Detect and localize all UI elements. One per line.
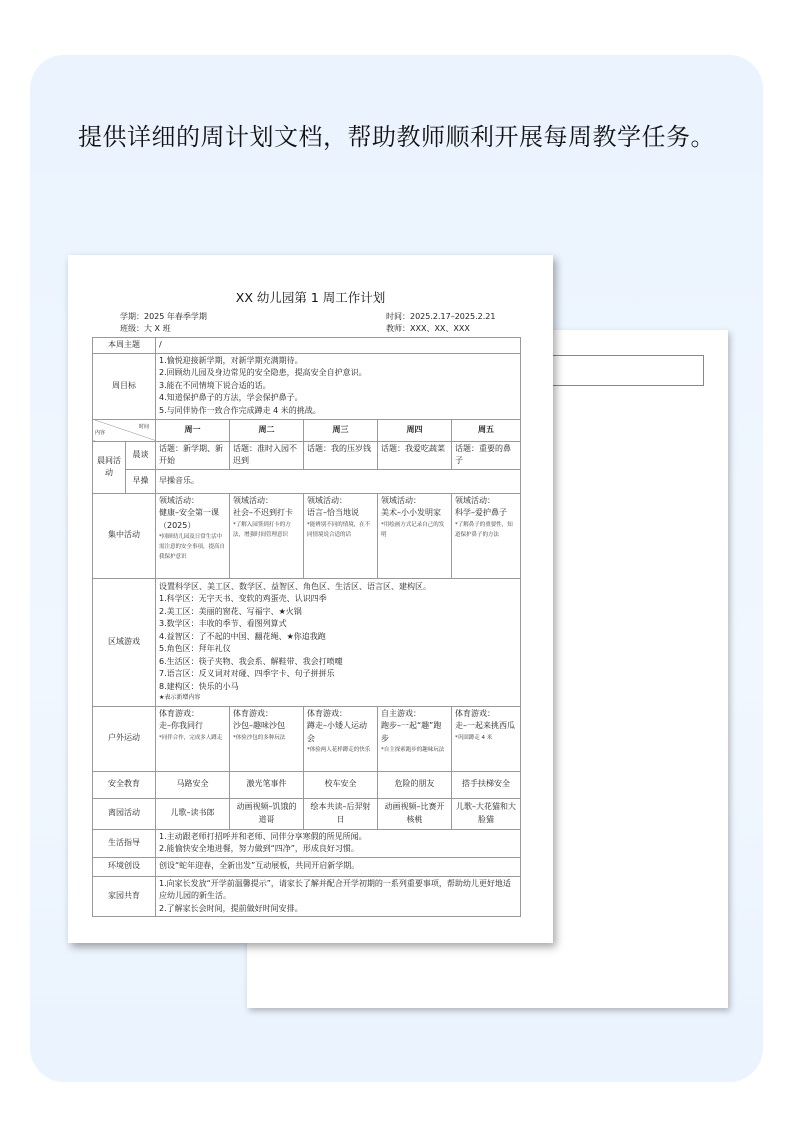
theme-value: / — [156, 338, 521, 354]
back-page-table-fragment — [530, 355, 704, 386]
focus-note: *回顾幼儿园及日常生活中需注意的安全事项，提高自我保护意识 — [159, 534, 226, 560]
outdoor-note: *体验沙包的多种玩法 — [233, 734, 286, 741]
focus-type: 领域活动： — [233, 495, 273, 505]
home-item: 1.向家长发放“开学前温馨提示”，请家长了解并配合开学初期的一系列重要事项，帮助幼儿更好地适应幼儿园的新生活。 — [159, 878, 511, 900]
plan-table — [92, 337, 521, 917]
safety-cell: 搭手扶梯安全 — [452, 771, 521, 798]
leave-cell: 儿歌–大花猫和大脸猫 — [452, 798, 521, 829]
life-label: 生活指导 — [93, 829, 156, 857]
safety-cell: 马路安全 — [156, 771, 230, 798]
outdoor-type: 自主游戏： — [381, 708, 421, 718]
area-item: 3.数学区：丰收的季节、看图列算式 — [159, 619, 287, 629]
life-item: 2.能愉快安全地进餐，努力做到“四净”，形成良好习惯。 — [159, 844, 359, 853]
focus-cell — [156, 493, 230, 578]
area-item: 7.语言区：反义词对对碰、四季字卡、句子拼拼乐 — [159, 669, 335, 679]
goal: 5.与同伴协作一致合作完成蹲走 4 米的挑战。 — [159, 405, 321, 415]
focus-type: 领域活动： — [455, 495, 495, 505]
outdoor-name: 蹲走–小矮人运动会 — [307, 721, 367, 743]
talk-cell: 话题：准时入园不迟到 — [230, 441, 304, 469]
outdoor-note: *巩固蹲走 4 米 — [455, 734, 493, 741]
headline: 提供详细的周计划文档，帮助教师顺利开展每周教学任务。 — [78, 123, 715, 151]
outdoor-name: 走–一起来挑西瓜 — [455, 721, 515, 730]
outdoor-type: 体育游戏： — [455, 708, 495, 718]
leave-cell: 动画视频–比赛开核桃 — [378, 798, 452, 829]
area-item: 6.生活区：筷子夹物、我会系、解鞋带、我会打喷嚏 — [159, 656, 343, 666]
corner-header — [93, 419, 156, 441]
focus-name: 健康–安全第一课（2025） — [159, 508, 219, 530]
talk-cell: 话题：重要的鼻子 — [452, 441, 521, 469]
safety-label: 安全教育 — [93, 771, 156, 798]
outdoor-label: 户外运动 — [93, 706, 156, 771]
safety-cell: 危险的朋友 — [378, 771, 452, 798]
day-header: 周二 — [230, 419, 304, 441]
goal: 3.能在不同情境下说合适的话。 — [159, 380, 271, 390]
safety-cell: 校车安全 — [304, 771, 378, 798]
home-label: 家园共育 — [93, 876, 156, 917]
focus-type: 领域活动： — [159, 495, 199, 505]
time: 时间：2025.2.17–2025.2.21 — [386, 312, 496, 321]
focus-type: 领域活动： — [381, 495, 421, 505]
term: 学期：2025 年春季学期 — [120, 312, 207, 321]
focus-label: 集中活动 — [93, 493, 156, 578]
document-page — [68, 255, 553, 943]
safety-cell: 激光笔事件 — [230, 771, 304, 798]
leave-label: 离园活动 — [93, 798, 156, 829]
area-item: 1.科学区：无字天书、变软的鸡蛋壳、认识四季 — [159, 594, 327, 604]
outdoor-type: 体育游戏： — [307, 708, 347, 718]
class: 班级：大 X 班 — [120, 324, 171, 333]
area-item: 设置科学区、美工区、数学区、益智区、角色区、生活区、语言区、建构区。 — [159, 581, 431, 591]
focus-note: *能辨别不同的情境，在不同情境说合适的话 — [307, 521, 371, 538]
outdoor-cell — [304, 706, 378, 771]
area-item: ★表示新增内容 — [159, 694, 201, 702]
theme-label: 本周主题 — [93, 338, 156, 354]
focus-cell — [452, 493, 521, 578]
document-title: XX 幼儿园第 1 周工作计划 — [235, 290, 386, 305]
goals — [156, 353, 521, 419]
focus-note: *了解鼻子的重要性，知道保护鼻子的方法 — [455, 521, 513, 538]
outdoor-type: 体育游戏： — [159, 708, 199, 718]
home-item: 2.了解家长会时间，提前做好时间安排。 — [159, 903, 303, 913]
area-item: 5.角色区：拜年礼仪 — [159, 644, 231, 654]
area-item: 4.益智区：了不起的中国、翻花绳、★你追我跑 — [159, 631, 326, 641]
corner-content: 内容 — [95, 430, 106, 436]
env-value: 创设“蛇年迎春，全新出发”互动展板，共同开启新学期。 — [156, 857, 521, 876]
outdoor-name: 跑步–一起“趣”跑步 — [381, 721, 442, 743]
goal: 1.愉悦迎接新学期，对新学期充满期待。 — [159, 355, 303, 365]
area-item: 8.建构区：快乐的小马 — [159, 681, 239, 691]
focus-name: 美术–小小发明家 — [381, 508, 441, 517]
area-item: 2.美工区：美丽的窗花、写福字、★火锅 — [159, 606, 302, 616]
outdoor-note: *自主探索跑步的趣味玩法 — [381, 747, 445, 753]
focus-cell — [378, 493, 452, 578]
focus-name: 科学–爱护鼻子 — [455, 508, 507, 517]
outdoor-name: 沙包–趣味沙包 — [233, 721, 285, 730]
area-list — [156, 578, 521, 706]
leave-cell: 儿歌–读书郎 — [156, 798, 230, 829]
focus-note: *了解入园签到打卡的方法，增强时间管理意识 — [233, 521, 291, 538]
focus-name: 语言–恰当地说 — [307, 508, 359, 517]
focus-name: 社会–不迟到打卡 — [233, 508, 293, 517]
outdoor-note: *体验两人花样蹲走的快乐 — [307, 747, 371, 753]
focus-cell — [304, 493, 378, 578]
morning-label: 晨间活动 — [93, 441, 126, 493]
focus-type: 领域活动： — [307, 495, 347, 505]
outdoor-type: 体育游戏： — [233, 708, 273, 718]
outdoor-cell — [230, 706, 304, 771]
exercise-label: 早操 — [126, 469, 156, 493]
talk-cell: 话题：新学期、新开始 — [156, 441, 230, 469]
teacher: 教师：XXX、XX、XXX — [386, 324, 470, 333]
day-header: 周四 — [378, 419, 452, 441]
focus-cell — [230, 493, 304, 578]
leave-cell: 绘本共读–后羿射日 — [304, 798, 378, 829]
life-guidance — [156, 829, 521, 857]
day-header: 周一 — [156, 419, 230, 441]
area-label: 区域游戏 — [93, 578, 156, 706]
outdoor-name: 走–你我同行 — [159, 721, 203, 730]
goal: 2.回顾幼儿园及身边常见的安全隐患，提高安全自护意识。 — [159, 368, 367, 378]
outdoor-cell — [378, 706, 452, 771]
outdoor-note: *同伴合作，完成多人蹲走 — [159, 734, 223, 741]
outdoor-cell — [156, 706, 230, 771]
life-item: 1.主动跟老师打招呼并和老师、同伴分享寒假的所见所闻。 — [159, 831, 367, 841]
goal: 4.知道保护鼻子的方法，学会保护鼻子。 — [159, 393, 303, 403]
talk-cell: 话题：我的压岁钱 — [304, 441, 378, 469]
corner-time: 时间 — [138, 423, 149, 430]
outdoor-cell — [452, 706, 521, 771]
goals-label: 周目标 — [93, 353, 156, 419]
day-header: 周三 — [304, 419, 378, 441]
home-cooperation — [156, 876, 521, 917]
exercise-value: 早操音乐。 — [156, 469, 521, 493]
talk-cell: 话题：我爱吃蔬菜 — [378, 441, 452, 469]
focus-note: *用绘画方式记录自己的发明 — [381, 521, 445, 538]
talk-label: 晨谈 — [126, 441, 156, 469]
leave-cell: 动画视频–饥饿的道哥 — [230, 798, 304, 829]
env-label: 环境创设 — [93, 857, 156, 876]
day-header: 周五 — [452, 419, 521, 441]
